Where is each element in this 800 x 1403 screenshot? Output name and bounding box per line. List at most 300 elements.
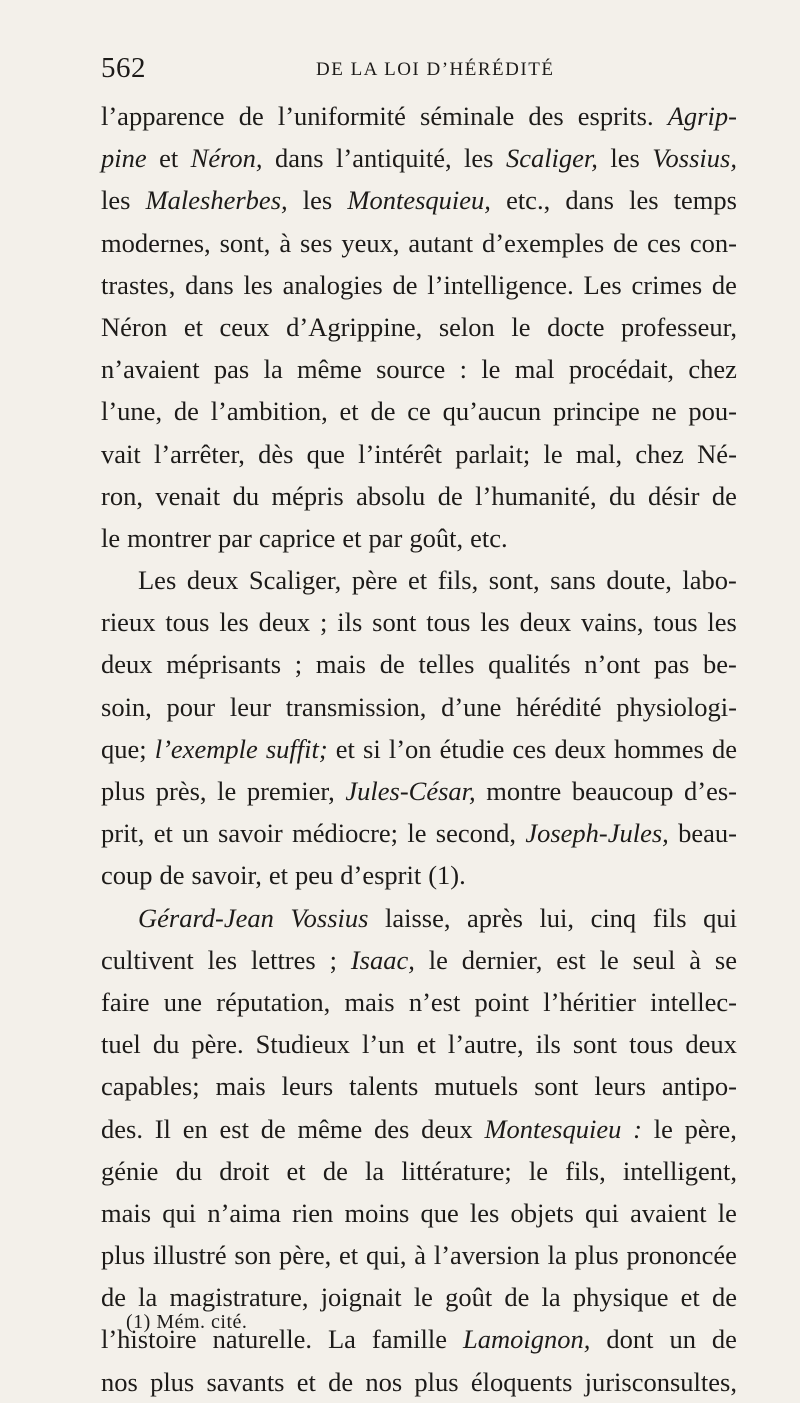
text-line <box>101 686 737 728</box>
word: de <box>504 1282 530 1313</box>
text-line <box>101 601 737 643</box>
word: Les <box>138 565 177 596</box>
word: docte <box>547 311 605 342</box>
word: plus <box>101 776 146 806</box>
word: réputation, <box>216 986 331 1017</box>
word: l’apparence <box>101 101 225 131</box>
word: de <box>711 1282 737 1313</box>
word: sont, <box>488 565 540 596</box>
word: le <box>481 354 501 385</box>
word: ses <box>300 227 333 258</box>
word: l’aversion <box>433 1240 540 1271</box>
text-line <box>101 1361 737 1403</box>
word: les <box>629 185 659 216</box>
word: les <box>610 143 640 174</box>
word: cultivent <box>101 944 194 975</box>
word: physiologi- <box>616 691 737 722</box>
word: de <box>711 480 737 511</box>
word: même <box>297 354 362 385</box>
text-line <box>101 1065 737 1107</box>
word: Vossius, <box>652 143 737 174</box>
text-line <box>101 1023 737 1065</box>
word: et <box>296 1366 316 1397</box>
word: les <box>707 607 737 638</box>
word: n’avaient <box>101 354 200 385</box>
word: d’esprit <box>340 860 422 891</box>
text-line <box>101 390 737 432</box>
word: intellec- <box>650 986 737 1017</box>
word: et <box>342 522 362 553</box>
word: Scaliger, <box>505 143 598 174</box>
word: Les <box>583 269 622 300</box>
word: naturelle. <box>212 1324 312 1355</box>
word: de <box>238 101 264 131</box>
word: en <box>182 1113 208 1144</box>
word: que; <box>101 733 147 764</box>
word: l’histoire <box>101 1324 197 1355</box>
text-line <box>101 517 737 559</box>
word: vains, <box>580 607 644 638</box>
word: plus <box>150 1366 195 1397</box>
word: d’exemples <box>482 227 605 258</box>
word: sont <box>534 1071 579 1102</box>
word: père <box>351 565 398 596</box>
word: Malesherbes, <box>145 185 288 216</box>
word: et <box>335 733 355 764</box>
word: pas <box>653 649 690 680</box>
word: joignait <box>320 1282 402 1313</box>
word: selon <box>438 311 495 342</box>
word: éloquents <box>470 1366 573 1397</box>
word: et <box>286 1155 306 1186</box>
word: beaucoup <box>571 776 674 806</box>
word: avaient <box>630 1197 707 1228</box>
word: modernes, <box>101 227 211 258</box>
word: que <box>306 438 345 469</box>
word: père, <box>684 1113 737 1144</box>
word: plus <box>414 1366 459 1397</box>
word: : <box>633 1113 642 1144</box>
word: mais <box>215 1071 266 1102</box>
text-line <box>101 854 737 896</box>
word: après <box>467 902 523 933</box>
word: d’Agrippine, <box>286 311 423 342</box>
word: deux <box>685 1029 737 1060</box>
text-line <box>101 95 737 137</box>
word: Vossius <box>290 902 369 933</box>
word: l’une, <box>101 396 163 427</box>
word: dès <box>258 438 294 469</box>
word: etc. <box>470 522 508 553</box>
word: leurs <box>594 1071 646 1102</box>
text-line <box>101 433 737 475</box>
word: du <box>175 1155 203 1186</box>
word: Lamoignon, <box>462 1324 591 1355</box>
word: père, <box>279 1240 332 1271</box>
word: hommes <box>614 733 704 764</box>
word: les <box>243 269 273 300</box>
word: est <box>219 1113 249 1144</box>
word: mal, <box>575 438 623 469</box>
text-line <box>101 939 737 981</box>
word: chez <box>635 438 684 469</box>
footnote: (1) Mém. cité. <box>126 1311 248 1333</box>
word: transmission, <box>285 691 427 722</box>
word: de <box>711 269 737 300</box>
word: de <box>711 733 737 764</box>
word: deux <box>101 649 153 680</box>
word: des <box>528 101 564 131</box>
word: la <box>138 1282 158 1313</box>
word: de <box>370 396 396 427</box>
word: mais <box>344 986 395 1017</box>
running-head <box>101 52 737 92</box>
word: n’ont <box>584 649 641 680</box>
word: pas <box>213 354 250 385</box>
word: et <box>183 311 203 342</box>
word: par <box>368 522 403 553</box>
word: mal <box>514 354 555 385</box>
word: deux <box>519 607 572 638</box>
word: qui <box>585 1197 619 1228</box>
text-line <box>101 1192 737 1234</box>
word: capables; <box>101 1071 200 1102</box>
word: leurs <box>281 1071 334 1102</box>
word: professeur, <box>621 311 737 342</box>
word: rieux <box>101 607 156 638</box>
text-line <box>101 264 737 306</box>
word: médiocre; <box>292 818 399 849</box>
word: fils, <box>437 565 479 596</box>
word: laisse, <box>384 902 451 933</box>
word: n’est <box>408 986 461 1017</box>
word: trastes, <box>101 269 176 300</box>
word: des <box>374 1113 410 1144</box>
word: l’intelligence. <box>427 269 574 300</box>
text-line <box>101 475 737 517</box>
word: telles <box>418 649 475 680</box>
word: ils <box>535 1029 561 1060</box>
word: et <box>153 818 173 849</box>
word: et <box>159 143 179 174</box>
word: qualités <box>488 649 571 680</box>
word: désir <box>647 480 700 511</box>
word: dans <box>185 269 234 300</box>
word: mutuels <box>434 1071 519 1102</box>
text-line <box>101 1234 737 1276</box>
word: de <box>322 1155 348 1186</box>
word: plus <box>101 1240 146 1271</box>
word: famille <box>371 1324 447 1355</box>
word: qui <box>162 1197 197 1228</box>
word: mépris <box>271 480 344 511</box>
word: prononcée <box>626 1240 737 1271</box>
word: la <box>263 354 283 385</box>
word: le <box>407 818 427 849</box>
word: de <box>101 1282 127 1313</box>
word: du <box>152 1029 180 1060</box>
word: et <box>339 1240 359 1271</box>
word: le <box>413 1282 433 1313</box>
word: qu’aucun <box>442 396 542 427</box>
word: savoir, <box>191 860 262 891</box>
word: et <box>416 1029 436 1060</box>
word: prit, <box>101 818 145 849</box>
word: les <box>464 143 494 174</box>
word: leur <box>229 691 272 722</box>
word: le <box>653 1113 673 1144</box>
text-line <box>101 981 737 1023</box>
word: du <box>232 480 260 511</box>
word: procédait, <box>568 354 675 385</box>
word: etc., <box>506 185 551 216</box>
word: labo- <box>682 565 737 596</box>
word: ; <box>329 944 337 975</box>
word: Isaac, <box>350 944 415 975</box>
word: et <box>680 1282 700 1313</box>
word: de <box>711 1324 737 1355</box>
word: dans <box>275 143 324 174</box>
word: la <box>547 1240 567 1271</box>
word: doute, <box>606 565 672 596</box>
word: pine <box>101 143 147 174</box>
word: Il <box>154 1113 171 1144</box>
word: con- <box>689 227 737 258</box>
word: le <box>717 1197 737 1228</box>
word: source <box>376 354 446 385</box>
word: à <box>689 944 701 975</box>
word: Studieux <box>255 1029 350 1060</box>
word: crimes <box>631 269 703 300</box>
word: de <box>437 480 463 511</box>
word: droit <box>219 1155 270 1186</box>
word: vait <box>101 438 141 469</box>
word: le <box>511 311 531 342</box>
word: moins <box>344 1197 410 1228</box>
word: illustré <box>152 1240 227 1271</box>
word: second, <box>435 818 516 849</box>
word: ; <box>294 649 303 680</box>
word: tous <box>426 607 471 638</box>
word: l’autre, <box>447 1029 524 1060</box>
word: à <box>279 227 292 258</box>
text-line <box>101 897 737 939</box>
word: pou- <box>688 396 737 427</box>
word: savants <box>206 1366 285 1397</box>
word: n’aima <box>207 1197 281 1228</box>
word: l’arrêter, <box>153 438 245 469</box>
word: (1). <box>428 860 466 891</box>
word: tous <box>629 1029 674 1060</box>
word: les <box>101 185 131 216</box>
word: de <box>328 1366 354 1397</box>
word: tous <box>653 607 698 638</box>
word: les <box>207 944 238 975</box>
word: étudie <box>439 733 505 764</box>
word: mais <box>315 649 366 680</box>
text-line <box>101 728 737 770</box>
word: l’uniformité <box>277 101 406 131</box>
word: de <box>392 269 418 300</box>
word: une <box>163 986 203 1017</box>
word: un <box>182 818 209 849</box>
word: sans <box>550 565 596 596</box>
word: les <box>480 607 510 638</box>
word: d’une <box>441 691 502 722</box>
word: nos <box>101 1366 138 1397</box>
word: antipo- <box>661 1071 737 1102</box>
word: savoir <box>218 818 283 849</box>
word: mais <box>101 1197 152 1228</box>
word: dernier, <box>461 944 543 975</box>
word: des. <box>101 1113 143 1144</box>
word: lettres <box>250 944 316 975</box>
word: l’intérêt <box>358 438 442 469</box>
word: de <box>260 1113 286 1144</box>
text-line <box>101 643 737 685</box>
word: littérature; <box>401 1155 512 1186</box>
word: absolu <box>356 480 426 511</box>
word: ceux <box>219 311 270 342</box>
word: nos <box>365 1366 403 1397</box>
word: Agrip- <box>667 101 737 131</box>
word: Néron <box>101 311 168 342</box>
word: beau- <box>678 818 737 849</box>
word: l’exemple <box>154 733 258 764</box>
word: esprits. <box>577 101 654 131</box>
word: la <box>541 1282 561 1313</box>
word: sont, <box>219 227 271 258</box>
word: ces <box>512 733 547 764</box>
word: les <box>469 1197 500 1228</box>
word: un <box>669 1324 696 1355</box>
word: suffit; <box>265 733 328 764</box>
word: jurisconsultes, <box>584 1366 737 1397</box>
text-line <box>101 559 737 601</box>
word: Néron, <box>190 143 263 174</box>
word: talents <box>349 1071 419 1102</box>
word: intelligent, <box>622 1155 737 1186</box>
word: le <box>101 522 121 553</box>
word: analogies <box>282 269 383 300</box>
word: qui, <box>365 1240 407 1271</box>
word: ron, <box>101 480 143 511</box>
word: goût, <box>409 522 464 553</box>
page-number: 562 <box>101 52 146 84</box>
text-line <box>101 812 737 854</box>
word: : <box>459 354 467 385</box>
word: seul <box>632 944 676 975</box>
word: fils <box>652 902 687 933</box>
word: montrer <box>127 522 212 553</box>
word: ; <box>320 607 328 638</box>
word: objets <box>510 1197 574 1228</box>
word: tous <box>165 607 210 638</box>
word: rien <box>292 1197 334 1228</box>
word: deux <box>186 565 239 596</box>
word: les <box>219 607 249 638</box>
word: même <box>297 1113 363 1144</box>
word: sont <box>572 1029 618 1060</box>
text-line <box>101 306 737 348</box>
word: Montesquieu, <box>347 185 491 216</box>
word: dans <box>565 185 614 216</box>
word: d’es- <box>684 776 737 806</box>
word: parlait; <box>455 438 531 469</box>
word: l’on <box>388 733 432 764</box>
word: magistrature, <box>169 1282 309 1313</box>
text-line <box>101 1150 737 1192</box>
word: le <box>599 944 619 975</box>
word: deux <box>421 1113 473 1144</box>
word: l’un <box>361 1029 405 1060</box>
word: ces <box>647 227 681 258</box>
text-line <box>101 348 737 390</box>
word: cinq <box>590 902 637 933</box>
word: principe <box>552 396 640 427</box>
text-line <box>101 1108 737 1150</box>
word: Gérard-Jean <box>138 902 274 933</box>
word: autant <box>408 227 474 258</box>
word: Né- <box>697 438 737 469</box>
word: goût <box>445 1282 493 1313</box>
word: caprice <box>258 522 336 553</box>
word: be- <box>703 649 737 680</box>
word: ce <box>407 396 431 427</box>
word: Joseph-Jules, <box>525 818 669 849</box>
word: plus <box>574 1240 619 1271</box>
word: génie <box>101 1155 159 1186</box>
word: soin, <box>101 691 152 722</box>
word: son <box>234 1240 272 1271</box>
word: est <box>556 944 586 975</box>
word: et <box>339 396 359 427</box>
word: les <box>302 185 333 216</box>
word: qui <box>703 902 737 933</box>
word: si <box>363 733 381 764</box>
word: de <box>379 649 405 680</box>
word: hérédité <box>516 691 602 722</box>
word: deux <box>258 607 311 638</box>
word: par <box>218 522 252 553</box>
word: temps <box>673 185 737 216</box>
word: Scaliger, <box>248 565 342 596</box>
word: séminale <box>420 101 515 131</box>
word: Jules-César, <box>345 776 476 806</box>
word: fils, <box>565 1155 606 1186</box>
word: le <box>428 944 448 975</box>
word: que <box>420 1197 459 1228</box>
word: point <box>474 986 530 1017</box>
running-title: DE LA LOI D’HÉRÉDITÉ <box>316 59 555 80</box>
text-line <box>101 179 737 221</box>
word: et <box>408 565 428 596</box>
word: ils <box>337 607 363 638</box>
word: faire <box>101 986 150 1017</box>
text-line <box>101 137 737 179</box>
word: près, <box>155 776 207 806</box>
word: le <box>528 1155 549 1186</box>
word: La <box>327 1324 356 1355</box>
text-line <box>101 222 737 264</box>
word: méprisants <box>166 649 282 680</box>
word: et <box>268 860 288 891</box>
body-text <box>101 95 737 1403</box>
word: de <box>159 860 185 891</box>
word: coup <box>101 860 153 891</box>
text-line <box>101 770 737 812</box>
word: sont <box>372 607 417 638</box>
